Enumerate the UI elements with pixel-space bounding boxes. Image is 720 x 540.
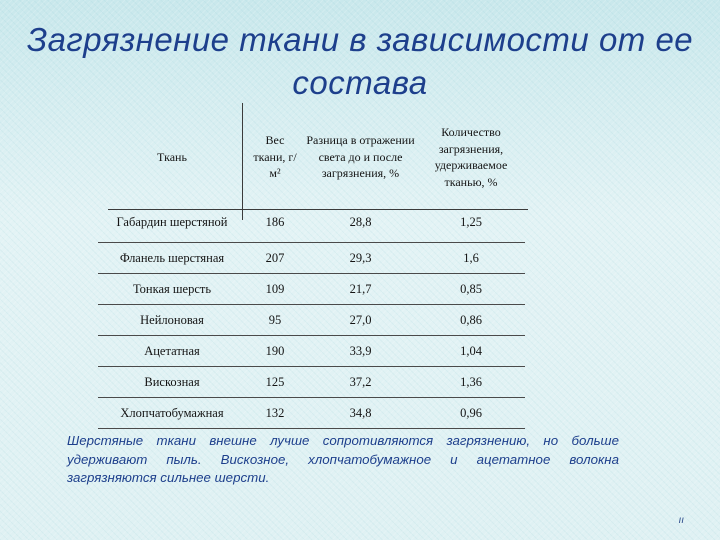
cell-fabric: Хлопчатобумажная [98, 398, 246, 429]
cell-weight: 125 [246, 367, 304, 398]
cell-contamination: 1,6 [417, 243, 525, 274]
cell-contamination: 0,85 [417, 274, 525, 305]
fabric-contamination-table [98, 116, 525, 429]
cell-reflection: 28,8 [304, 198, 417, 243]
cell-reflection: 33,9 [304, 336, 417, 367]
cell-contamination: 1,36 [417, 367, 525, 398]
slide-title: Загрязнение ткани в зависимости от ее состава [26, 21, 694, 101]
cell-weight: 132 [246, 398, 304, 429]
cell-fabric: Габардин шерстяной [98, 198, 246, 243]
table-row [98, 367, 525, 398]
cell-contamination: 1,25 [417, 198, 525, 243]
cell-weight: 207 [246, 243, 304, 274]
cell-weight: 109 [246, 274, 304, 305]
table-row [98, 198, 525, 243]
cell-fabric: Тонкая шерсть [98, 274, 246, 305]
cell-contamination: 0,96 [417, 398, 525, 429]
page-number: ıı [678, 515, 684, 526]
cell-weight: 186 [246, 198, 304, 243]
table-header-row [98, 116, 525, 198]
table-row [98, 398, 525, 429]
cell-reflection: 37,2 [304, 367, 417, 398]
table-row [98, 243, 525, 274]
table-row [98, 305, 525, 336]
header-weight: Вес ткани, г/м² [253, 133, 297, 181]
cell-fabric: Ацетатная [98, 336, 246, 367]
cell-reflection: 34,8 [304, 398, 417, 429]
cell-fabric: Нейлоновая [98, 305, 246, 336]
cell-weight: 95 [246, 305, 304, 336]
table-row [98, 336, 525, 367]
table-row [98, 274, 525, 305]
cell-reflection: 29,3 [304, 243, 417, 274]
cell-contamination: 0,86 [417, 305, 525, 336]
cell-reflection: 21,7 [304, 274, 417, 305]
conclusion-text: Шерстяные ткани внешне лучше сопротивляются загрязнению, но больше удерживают пыль. Вискозное, хлопчатобумажное и ацетатное волокна загрязняются сильнее шерсти. [67, 433, 619, 485]
cell-reflection: 27,0 [304, 305, 417, 336]
cell-contamination: 1,04 [417, 336, 525, 367]
cell-weight: 190 [246, 336, 304, 367]
cell-fabric: Вискозная [98, 367, 246, 398]
header-contamination-amount: Количество загрязнения, удерживаемое тканью, % [434, 125, 508, 189]
header-reflection-difference: Разница в отражении света до и после загрязнения, % [306, 133, 415, 181]
cell-fabric: Фланель шерстяная [98, 243, 246, 274]
header-fabric: Ткань [157, 149, 187, 164]
